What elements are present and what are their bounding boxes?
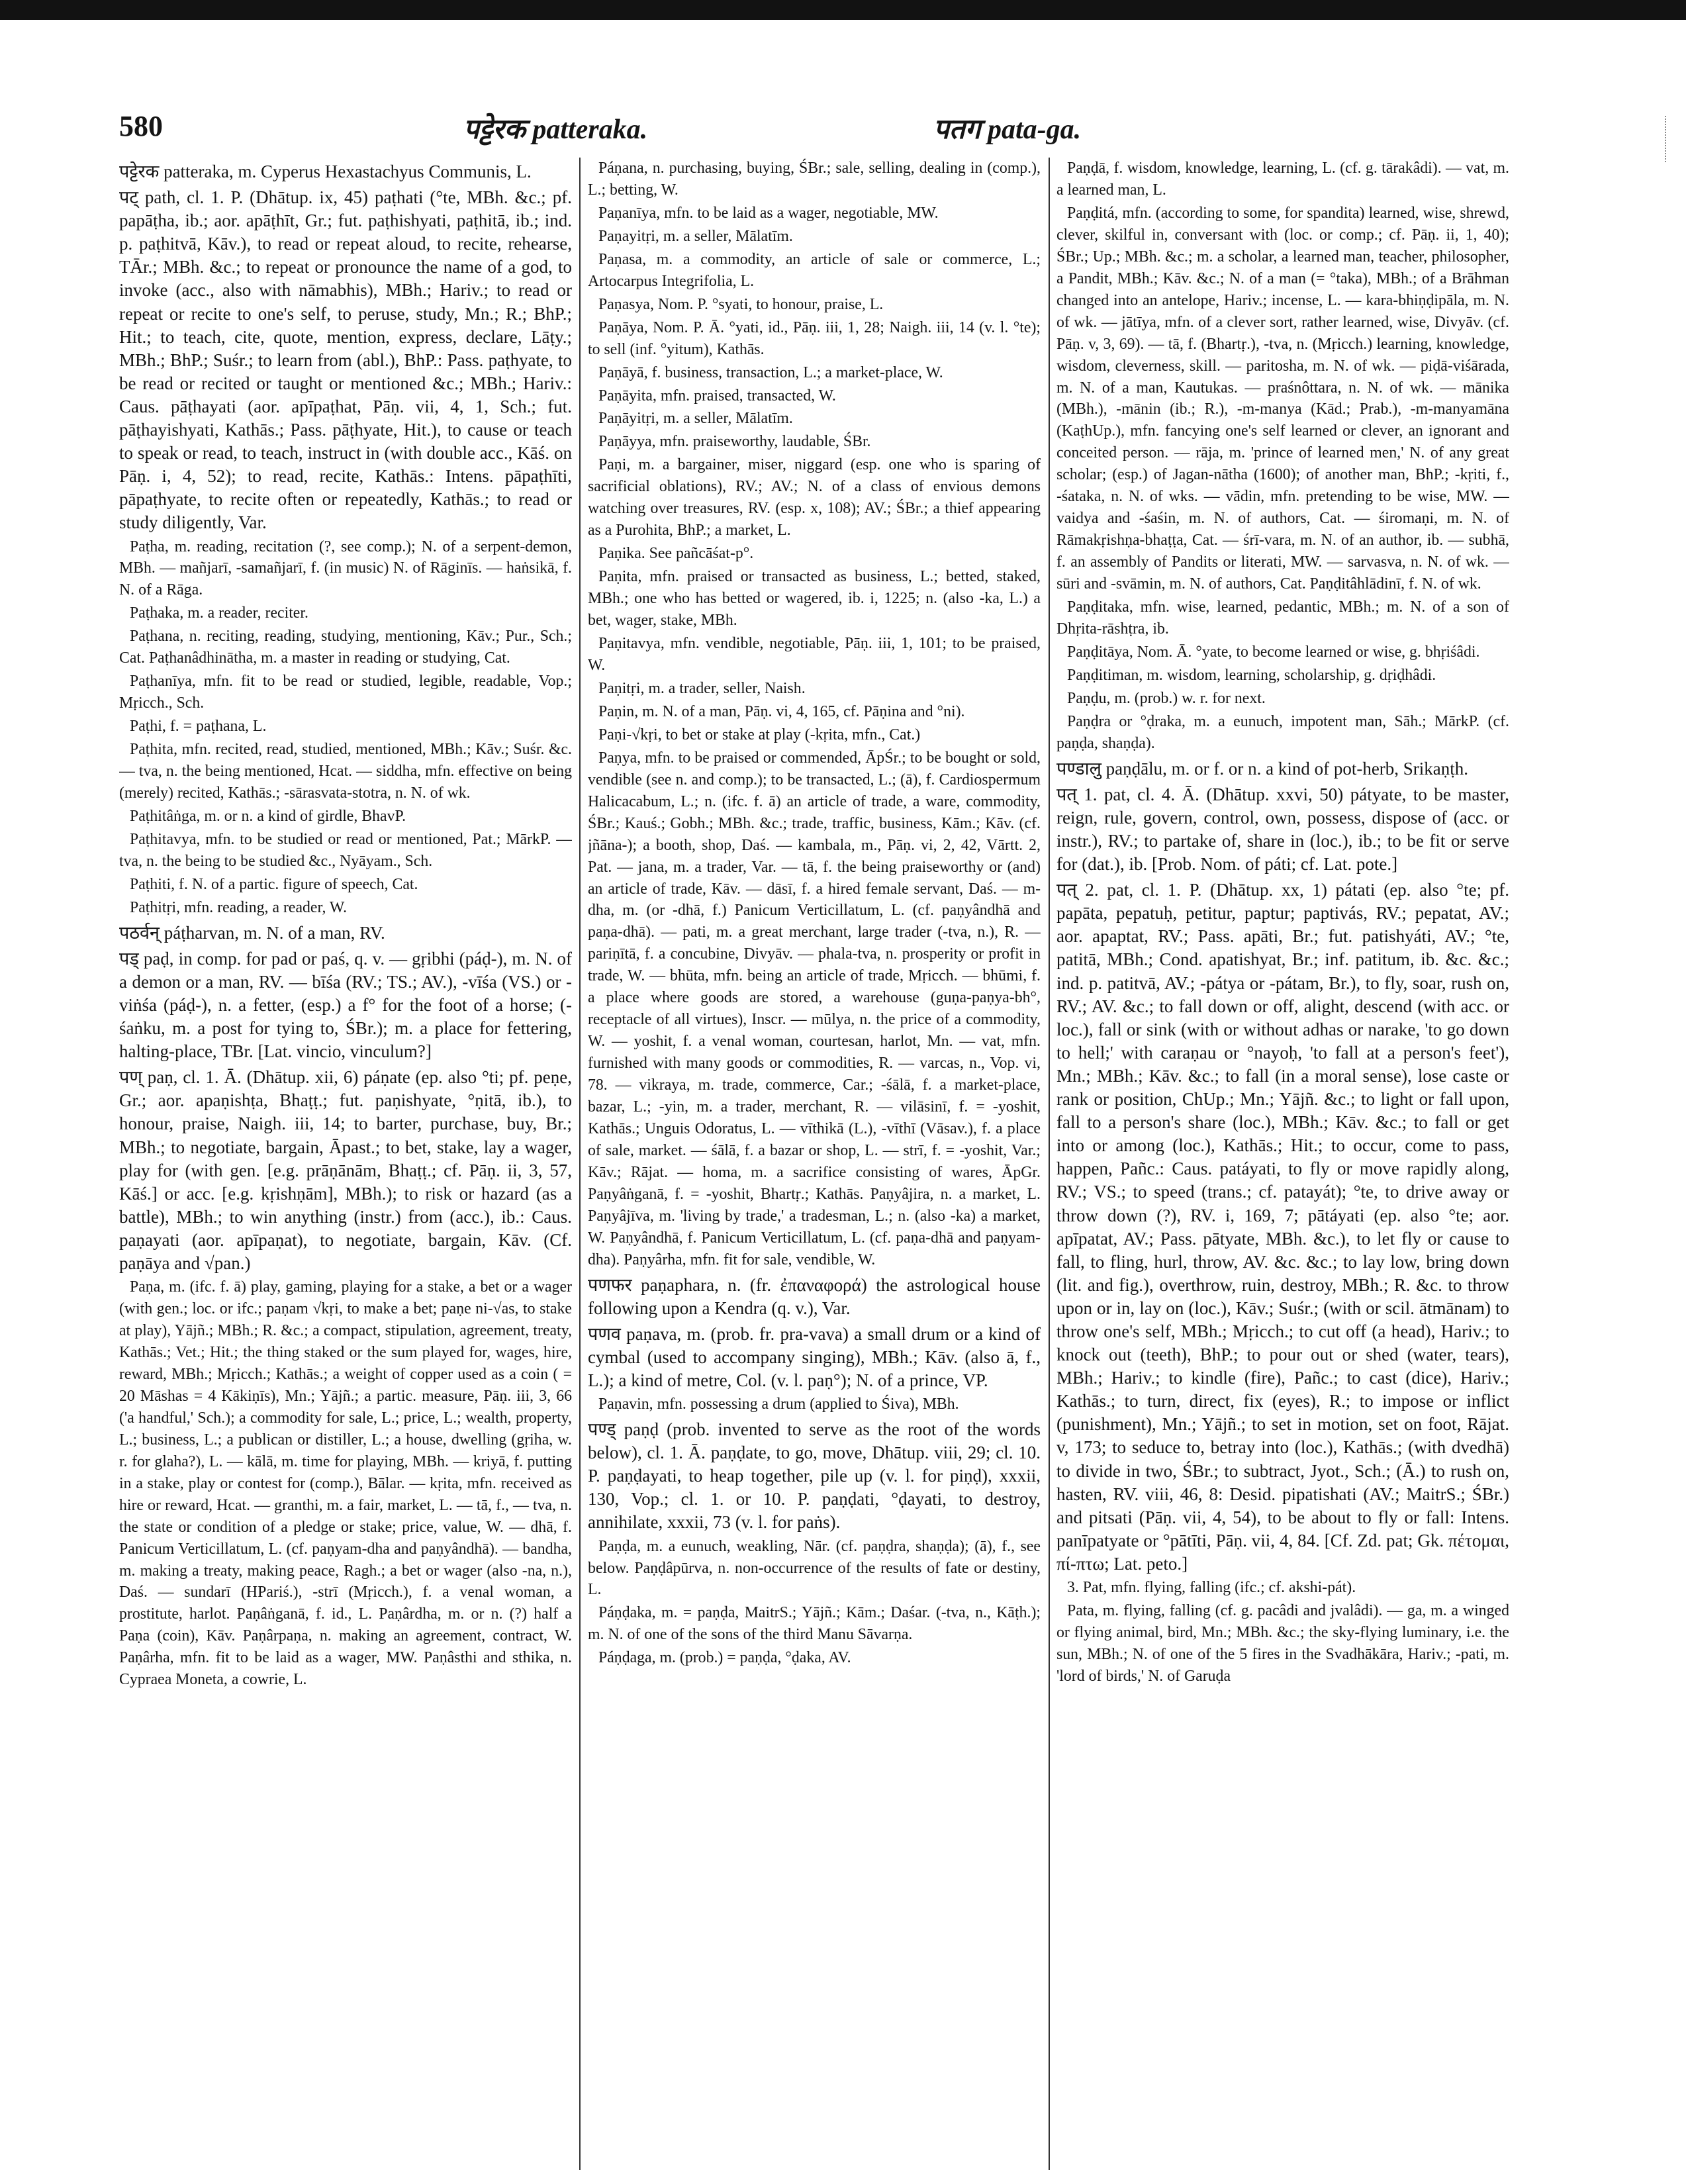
- headword-entry: पत् 2. pat, cl. 1. P. (Dhātup. xx, 1) pátati (ep. also °te; pf. papāta, pepatuḥ, petitur, paptur; paptivás, RV.; pepatat, AV.; aor. apaptat, RV.; Pass. apāti, Br.; fut. patishyáti, AV.; °te, patitā, MBh.; Cond. apatishyat, Br.; inf. patitum, ib. &c. &c.; ind. p. patitvā, AV.; -pátya or -pátam, Br.), to fly, soar, rush on, RV.; AV. &c.; to fall down or off, alight, descend (with acc. or loc.), fall or sink (with or without adhas or narake, 'to go down to hell;' with caraṇau or °nayoḥ, 'to fall at a person's feet'), Mn.; MBh.; Kāv. &c.; to fall (in a moral sense), lose caste or rank or position, ChUp.; Mn.; Yājñ. &c.; to light or fall upon, fall to a person's share (loc.), MBh.; Kāv. &c.; to fall or get into or among (loc.), Kathās.; Hit.; to occur, come to pass, happen, Pañc.: Caus. patáyati, to fly or move rapidly along, RV.; VS.; to speed (trans.; cf. patayát); °te, to drive away or throw down (?), RV. i, 169, 7; pātáyati (ep. also °te; aor. apīpatat, AV.; Pass. pātyate, MBh. &c.), to let fly or cause to fall, to fling, hurl, throw, AV. &c. &c.; to lay low, bring down (lit. and fig.), overthrow, ruin, destroy, MBh.; R. &c. to throw upon or in, lay on (loc.), Kāv.; Suśr.; (with or scil. ātmānam) to throw one's self, MBh.; Mṛicch.; to cut off (a head), Hariv.; to knock out (teeth), BhP.; to pour out or shed (water, tears), MBh.; Hariv.; to kindle (fire), Pañc.; to cast (dice), Hariv.; Kathās.; to turn, direct, fix (eyes), R.; to impose or inflict (punishment), Mn.; Yājñ.; to set in motion, set on foot, Rājat. v, 173; to seduce to, betray into (loc.), Kathās.; (with dvedhā) to divide in two, ŚBr.; to subtract, Jyot., Sch.; (Ā.) to rush on, hasten, RV. viii, 46, 8: Desid. pipatishati (AV.; MaitrS.; ŚBr.) and pitsati (Pāṇ. vii, 4, 54), to be about to fly or fall: Intens. panīpatyate or °pātīti, Pāṇ. vii, 4, 84. [Cf. Zd. pat; Gk. πέτομαι, πί-πτω; Lat. peto.]: [1056, 880, 1509, 1574]
- dictionary-column-1: [119, 158, 572, 2170]
- sub-entry: Paṭhi, f. = paṭhana, L.: [130, 718, 267, 736]
- top-black-border: [0, 0, 1686, 20]
- sub-entry: Paṇḍu, m. (prob.) w. r. for next.: [1067, 689, 1266, 707]
- sub-entry: Paṇita, mfn. praised or transacted as business, L.; betted, staked, MBh.; one who has betted or wagered, ib. i, 1225; n. (also -ka, L.) a bet, wager, stake, MBh.: [588, 568, 1041, 630]
- sub-entry: Paṭhana, n. reciting, reading, studying, mentioning, Kāv.; Pur., Sch.; Cat. Paṭhanâdhinātha, m. a master in reading or studying, Cat.: [119, 628, 572, 667]
- sub-entry: Paṇa, m. (ifc. f. ā) play, gaming, playing for a stake, a bet or a wager (with gen.; loc. or ifc.; paṇam √kṛi, to make a bet; paṇe ni-√as, to stake at play), Yājñ.; MBh.; R. &c.; a compact, stipulation, agreement, treaty, Kathās.; Vet.; Hit.; the thing staked or the sum played for, wages, hire, reward, MBh.; Mṛicch.; Kathās.; a weight of copper used as a coin ( = 20 Māshas = 4 Kākiṇīs), Mn.; Yājñ.; a partic. measure, Pāṇ. iii, 3, 66 ('a handful,' Sch.); a commodity for sale, L.; price, L.; wealth, property, L.; business, L.; a publican or distiller, L.; a house, dwelling (gṛiha, w. r. for glaha?), L. — kālā, m. time for playing, MBh. — kriyā, f. putting in a stake, play or contest for (comp.), Bālar. — kṛita, mfn. received as hire or reward, Hcat. — granthi, m. a fair, market, L. — tā, f., — tva, n. the state or condition of a pledge or stake; price, value, W. — dhā, f. Panicum Verticillatum, L. (cf. paṇyam-dha and paṇyândhā). — bandha, m. making a treaty, making peace, Ragh.; a bet or wager (also -na, n.), Daś. — sundarī (HPariś.), -strī (Mṛicch.), f. a venal woman, a prostitute, harlot. Paṇâṅganā, f. id., L. Paṇârdha, m. or n. (?) half a Paṇa (coin), Kāv. Paṇârpaṇa, n. making an agreement, contract, W. Paṇârha, mfn. fit to be laid as a wager, MW. Paṇâsthi and sthika, n. Cypraea Moneta, a cowrie, L.: [119, 1278, 572, 1689]
- sub-entry: Paṇasa, m. a commodity, an article of sale or commerce, L.; Artocarpus Integrifolia, L.: [588, 250, 1041, 290]
- sub-entry: Pata, m. flying, falling (cf. g. pacâdi and jvalâdi). — ga, m. a winged or flying animal, bird, Mn.; MBh. &c.; the sky-flying luminary, i.e. the sun, MBh.; N. of one of the 5 fires in the Svadhākāra, Hariv.; -pati, m. 'lord of birds,' N. of Garuḍa: [1056, 1601, 1509, 1685]
- headword-entry: पणव paṇava, m. (prob. fr. pra-vava) a small drum or a kind of cymbal (used to accompany singing), MBh.; Kāv. (also ā, f., L.); a kind of metre, Col. (v. l. paṇ°); N. of a prince, VP.: [588, 1323, 1041, 1391]
- headword-entry: पट् path, cl. 1. P. (Dhātup. ix, 45) paṭhati (°te, MBh. &c.; pf. papāṭha, ib.; aor. apāṭhīt, Gr.; fut. paṭhishyati, paṭhitā, ib.; ind. p. paṭhitvā, Kāv.), to read or repeat aloud, to recite, rehearse, TĀr.; MBh. &c.; to repeat or pronounce the name of a god, to invoke (acc., also with nāmabhis), MBh.; Hariv.; to read or repeat or recite to one's self, to peruse, study, Mn.; R.; BhP.; Hit.; to teach, cite, quote, mention, express, declare, Lāṭy.; MBh.; BhP.; Suśr.; to learn from (abl.), BhP.: Pass. paṭhyate, to be read or recited or taught or mentioned &c.; MBh.; Hariv.: Caus. pāṭhayati (aor. apīpaṭhat, Pāṇ. vii, 4, 1, Sch.; fut. pāṭhayishyati, Kathās.; Pass. pāṭhyate, Hit.), to cause or teach to speak or read, to teach, instruct in (with double acc., Kāś. on Pāṇ. i, 4, 52); to read, recite, Kathās.: Intens. pāpaṭhīti, pāpaṭhyate, to recite often or repeatedly, Kathās.; to read or study diligently, Var.: [119, 187, 572, 533]
- sub-entry: Paṭhanīya, mfn. fit to be read or studied, legible, readable, Vop.; Mṛicch., Sch.: [119, 673, 572, 712]
- sub-entry: Paṇāyitṛi, m. a seller, Mālatīm.: [598, 410, 793, 428]
- headword-entry: पत् 1. pat, cl. 4. Ā. (Dhātup. xxvi, 50) pátyate, to be master, reign, rule, govern, control, own, possess, dispose of (acc. or instr.), RV.; to partake of, share in (loc.), ib.; to be fit or serve for (dat.), ib. [Prob. Nom. of páti; cf. Lat. pote.]: [1056, 784, 1509, 875]
- sub-entry: Paṇḍra or °ḍraka, m. a eunuch, impotent man, Sāh.; MārkP. (cf. paṇḍa, shaṇḍa).: [1056, 712, 1509, 752]
- margin-mark: [1665, 116, 1674, 162]
- sub-entry: Paṇḍitaka, mfn. wise, learned, pedantic, MBh.; m. N. of a son of Dhṛita-rāshṭra, ib.: [1056, 598, 1509, 638]
- sub-entry: Paṇḍitá, mfn. (according to some, for spandita) learned, wise, shrewd, clever, skilful in, conversant with (loc. or comp.; cf. Pāṇ. ii, 1, 40); ŚBr.; Up.; MBh. &c.; m. a scholar, a learned man, teacher, philosopher, a Pandit, MBh.; Kāv. &c.; N. of a man (= °taka), MBh.; of a Brāhman changed into an antelope, Hariv.; incense, L. — kara-bhiṇḍipāla, m. N. of wk. — jātīya, mfn. of a clever sort, rather learned, wise, Divyāv. (cf. Pāṇ. v, 3, 69). — tā, f. (Bhartṛ.), -tva, n. (Mṛicch.) learning, knowledge, wisdom, cleverness, skill. — paritosha, m. N. of wk. — piḍā-viśārada, m. N. of a man, Kautukas. — praśnôttara, n. N. of wk. — mānika (MBh.), -mānin (ib.; R.), -m-manya (Kād.; Prab.), -m-manyamāna (KaṭhUp.), mfn. fancying one's self learned or clever, an ignorant and conceited person. — rāja, m. 'prince of learned men,' N. of any great scholar; (esp.) of Jagan-nātha (1600); of another man, BhP.; -kṛiti, f., -śataka, n. N. of wks. — vādin, mfn. pretending to be wise, MW. — vaidya and -śaśin, m. N. of authors, Cat. — śiromaṇi, m. N. of Rāmakṛishṇa-bhaṭṭa, Cat. — śrī-vara, m. N. of an author, ib. — subhā, f. an assembly of Pandits or literati, MW. — sarvasva, n. N. of wk. — sūri and -svāmin, m. N. of authors, Cat. Paṇḍitâhlādinī, f. N. of wk.: [1056, 204, 1509, 593]
- headword-entry: पण् paṇ, cl. 1. Ā. (Dhātup. xii, 6) páṇate (ep. also °ti; pf. peṇe, Gr.; aor. apaṇishṭa, Bhaṭṭ.; fut. paṇishyate, °ṇitā, ib.), to honour, praise, Naigh. iii, 14; to barter, purchase, buy, Br.; MBh.; to negotiate, bargain, Āpast.; to bet, stake, lay a wager, play for (with gen. [e.g. prāṇānām, Bhaṭṭ.; cf. Pāṇ. ii, 3, 57, Kāś.] or acc. [e.g. kṛishṇām], MBh.); to risk or hazard (as a battle), MBh.; to win anything (instr.) from (acc.), ib.: Caus. paṇayati (aor. apīpaṇat), to negotiate, bargain, Kāv. (Cf. paṇāya and √pan.): [119, 1067, 572, 1274]
- page-number: 580: [119, 110, 163, 142]
- sub-entry: Paṭhitavya, mfn. to be studied or read or mentioned, Pat.; MārkP. — tva, n. the being to be studied &c., Nyāyam., Sch.: [119, 830, 572, 870]
- page-header: [119, 109, 1626, 149]
- sub-entry: Paṇḍitiman, m. wisdom, learning, scholarship, g. dṛiḍhâdi.: [1067, 666, 1436, 684]
- sub-entry: Paṇanīya, mfn. to be laid as a wager, negotiable, MW.: [598, 204, 939, 222]
- sub-entry: Paṭhiti, f. N. of a partic. figure of speech, Cat.: [130, 875, 418, 893]
- sub-entry: Paṇitṛi, m. a trader, seller, Naish.: [598, 679, 806, 697]
- sub-entry: Paṇi, m. a bargainer, miser, niggard (esp. one who is sparing of sacrificial oblations), RV.; AV.; N. of a class of envious demons watching over treasures, RV. (esp. x, 108); AV.; ŚBr.; a thief appearing as a Purohita, BhP.; a market, L.: [588, 456, 1041, 540]
- sub-entry: Paṭhita, mfn. recited, read, studied, mentioned, MBh.; Kāv.; Suśr. &c. — tva, n. the being mentioned, Hcat. — siddha, mfn. effective on being (merely) recited, Kathās.; -sārasvata-stotra, n. N. of wk.: [119, 741, 572, 802]
- sub-entry: Paṇāya, Nom. P. Ā. °yati, id., Pāṇ. iii, 1, 28; Naigh. iii, 14 (v. l. °te); to sell (inf. °yitum), Kathās.: [588, 318, 1041, 358]
- headword-entry: पठर्वन् páṭharvan, m. N. of a man, RV.: [119, 922, 385, 943]
- sub-entry: Paṇitavya, mfn. vendible, negotiable, Pāṇ. iii, 1, 101; to be praised, W.: [588, 635, 1041, 674]
- sub-entry: Paṇika. See pañcāśat-p°.: [598, 545, 754, 563]
- sub-entry: 3. Pat, mfn. flying, falling (ifc.; cf. akshi-pát).: [1067, 1579, 1356, 1597]
- sub-entry: Paṇāyita, mfn. praised, transacted, W.: [598, 387, 836, 404]
- sub-entry: Paṭhitṛi, mfn. reading, a reader, W.: [130, 898, 348, 916]
- sub-entry: Paṇasya, Nom. P. °syati, to honour, praise, L.: [598, 295, 884, 313]
- sub-entry: Paṇin, m. N. of a man, Pāṇ. vi, 4, 165, cf. Pāṇina and °ni).: [598, 702, 965, 720]
- dictionary-column-2: [588, 158, 1041, 2170]
- sub-entry: Paṭha, m. reading, recitation (?, see comp.); N. of a serpent-demon, MBh. — mañjarī, -samañjarī, f. (in music) N. of Rāginīs. — haṅsikā, f. N. of a Rāga.: [119, 538, 572, 599]
- headword-entry: पण्ड् paṇḍ (prob. invented to serve as the root of the words below), cl. 1. Ā. paṇḍate, to go, move, Dhātup. viii, 29; cl. 10. P. paṇḍayati, to heap together, pile up (v. l. for piṇḍ), xxxii, 130, Vop.; cl. 1. or 10. P. paṇḍati, °ḍayati, to destroy, annihilate, xxxii, 73 (v. l. for paṅs).: [588, 1419, 1041, 1533]
- sub-entry: Paṭhitâṅga, m. or n. a kind of girdle, BhavP.: [130, 807, 406, 825]
- sub-entry: Paṇāyya, mfn. praiseworthy, laudable, ŚBr.: [598, 433, 871, 451]
- sub-entry: Paṇḍā, f. wisdom, knowledge, learning, L. (cf. g. tārakâdi). — vat, m. a learned man, L.: [1056, 160, 1509, 199]
- sub-entry: Páṇḍaga, m. (prob.) = paṇḍa, °ḍaka, AV.: [598, 1649, 851, 1667]
- sub-entry: Paṇḍitāya, Nom. Ā. °yate, to become learned or wise, g. bhṛiśâdi.: [1067, 643, 1480, 661]
- headword-entry: पट्टेरक patteraka, m. Cyperus Hexastachyus Communis, L.: [119, 162, 532, 181]
- headword-entry: पण्डालु paṇḍālu, m. or f. or n. a kind of pot-herb, Srikaṇṭh.: [1056, 758, 1469, 779]
- headword-entry: पड् paḍ, in comp. for pad or paś, q. v. — gṛibhi (páḍ-), m. N. of a demon or a man, RV. — bīśa (RV.; TS.; AV.), -vīśa (VS.) or -viṅśa (páḍ-), n. a fetter, (esp.) a f° for the foot of a horse; (-śaṅku, m. a post for tying to, ŚBr.); m. a place for fettering, halting-place, TBr. [Lat. vincio, vinculum?]: [119, 948, 572, 1062]
- right-running-head: पतग pata-ga.: [933, 115, 1082, 145]
- column-rule: [579, 158, 581, 2170]
- sub-entry: Paṭhaka, m. a reader, reciter.: [130, 604, 308, 622]
- sub-entry: Paṇayitṛi, m. a seller, Mālatīm.: [598, 227, 793, 245]
- sub-entry: Paṇya, mfn. to be praised or commended, ĀpŚr.; to be bought or sold, vendible (see n. and comp.); to be transacted, L.; (ā), f. Cardiospermum Halicacabum, L.; n. (ifc. f. ā) an article of trade, a ware, commodity, ŚBr.; Kauś.; Gobh.; MBh. &c.; trade, traffic, business, Kām.; Kāv. (cf. jñāna-); a booth, shop, Daś. — kambala, m., Pāṇ. vi, 2, 42, Vārtt. 2, Pat. — jana, m. a trader, Var. — tā, f. the being praiseworthy or (and) an article of trade, Kāv. — dāsī, f. a hired female servant, Daś. — m-dha, m. (or -dhā, f.) Panicum Verticillatum, L. (cf. paṇyândhā and paṇa-dhā). — pati, m. a great merchant, large trader (-tva, n.), R. — pariṇītā, f. a concubine, Divyāv. — phala-tva, n. prosperity or profit in trade, W. — bhūta, mfn. being an article of trade, Mṛicch. — bhūmi, f. a place where goods are stored, a warehouse (guṇa-paṇya-bh°, receptacle of all virtues), Inscr. — mūlya, n. the price of a commodity, W. — yoshit, f. a venal woman, courtesan, harlot, Mn. — vat, mfn. furnished with many goods or commodities, R. — varcas, n., Vop. vi, 78. — vikraya, m. trade, commerce, Car.; -śālā, f. a market-place, bazar, L.; -yin, m. a trader, merchant, R. — vilāsinī, f. = -yoshit, Kathās.; Unguis Odoratus, L. — vīthikā (L.), -vīthī (Vāsav.), f. a place of sale, market. — śālā, f. a bazar or shop, L. — strī, f. = -yoshit, Var.; Kāv.; Rājat. — homa, m. a sacrifice consisting of wares, ĀpGr. Paṇyâṅganā, f. = -yoshit, Bhartṛ.; Kathās. Paṇyâjira, n. a market, L. Paṇyâjīva, m. 'living by trade,' a tradesman, L.; n. (also -ka) a market, W. Paṇyândhā, f. Panicum Verticillatum, L. (cf. paṇa-dhā and paṇyam-dha). Paṇyârha, mfn. fit for sale, vendible, W.: [588, 749, 1041, 1268]
- sub-entry: Paṇāyā, f. business, transaction, L.; a market-place, W.: [598, 363, 943, 381]
- sub-entry: Páṇana, n. purchasing, buying, ŚBr.; sale, selling, dealing in (comp.), L.; betting, W.: [588, 160, 1041, 199]
- column-rule: [1049, 158, 1050, 2170]
- dictionary-column-3: [1056, 158, 1509, 2170]
- sub-entry: Paṇi-√kṛi, to bet or stake at play (-kṛita, mfn., Cat.): [598, 726, 921, 743]
- sub-entry: Páṇḍaka, m. = paṇḍa, MaitrS.; Yājñ.; Kām.; Daśar. (-tva, n., Kāṭh.); m. N. of one of the sons of the third Manu Sāvarṇa.: [588, 1604, 1041, 1644]
- sub-entry: Paṇavin, mfn. possessing a drum (applied to Śiva), MBh.: [598, 1396, 959, 1413]
- left-running-head: पट्टेरक patteraka.: [463, 115, 648, 145]
- sub-entry: Paṇḍa, m. a eunuch, weakling, Nār. (cf. paṇḍra, shaṇḍa); (ā), f., see below. Paṇḍâpūrva, n. non-occurrence of the results of fate or destiny, L.: [588, 1537, 1041, 1599]
- headword-entry: पणफर paṇaphara, n. (fr. ἐπαναφορά) the astrological house following upon a Kendra (q. v.), Var.: [588, 1274, 1041, 1318]
